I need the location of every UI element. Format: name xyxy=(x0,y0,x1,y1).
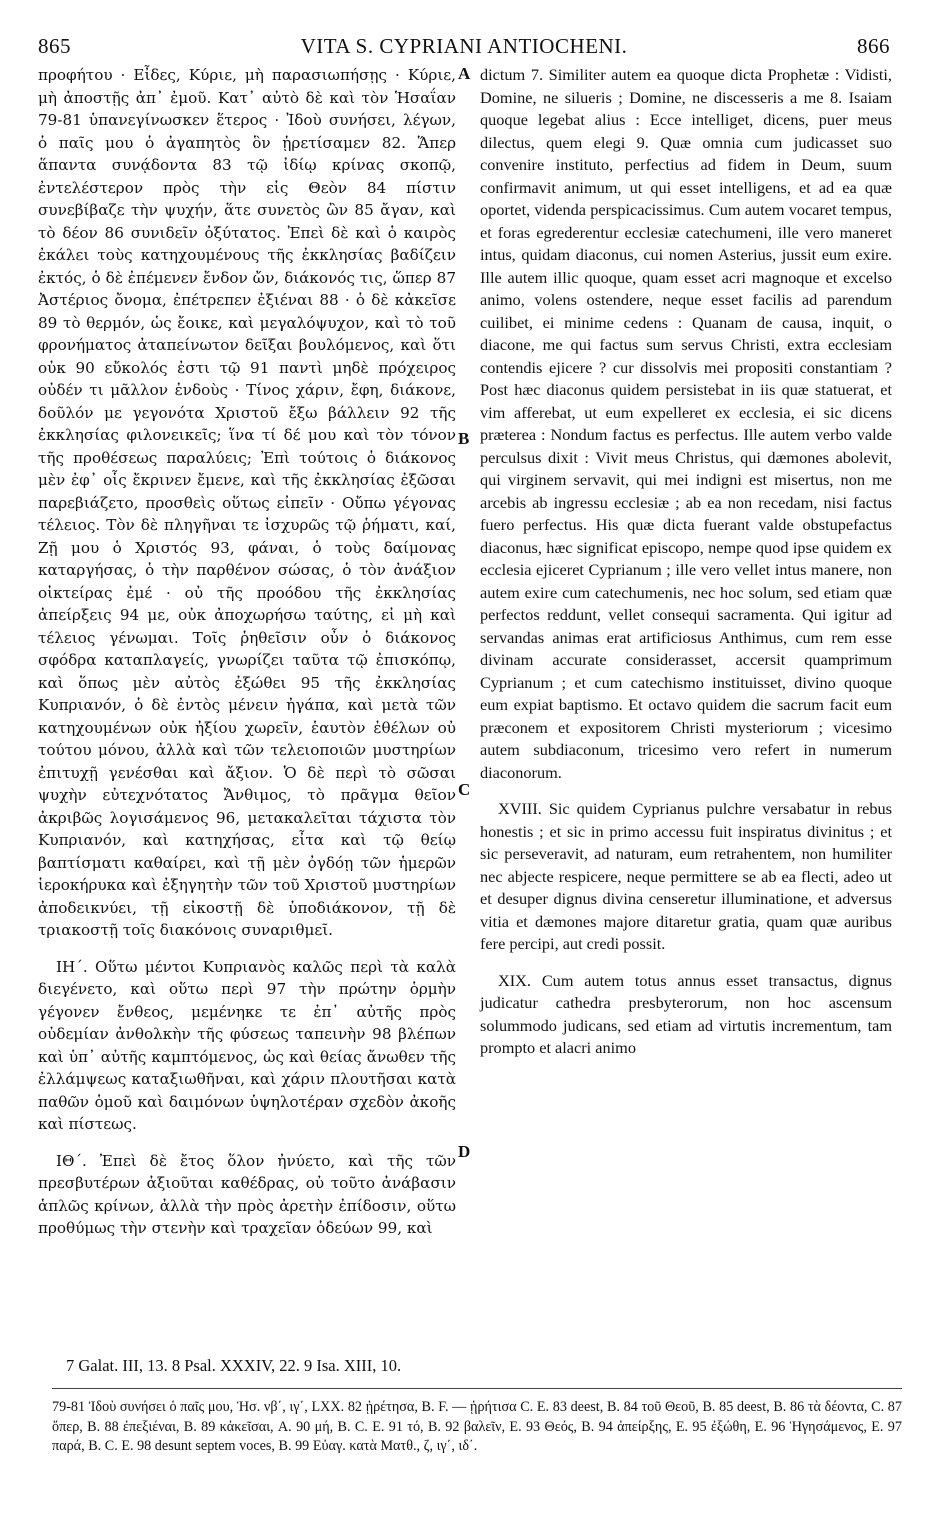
margin-letter-b: B xyxy=(458,429,470,448)
greek-column xyxy=(38,64,456,1254)
greek-paragraph-18: ΙΗ΄. Οὕτω μέντοι Κυπριανὸς καλῶς περὶ τὰ καλὰ διεγένετο, καὶ οὕτω περὶ 97 τὴν πρώτην ὁρμὴν γέγονεν ἔνθεος, μεμένηκε τε ἐπ᾽ αὐτῆς πρὸς οὐδεμίαν ἀνθολκὴν τῆς φύσεως ταπεινὴν 98 βλέπων καὶ ὑπ᾽ αὐτῆς καμπτόμενος, ὡς καὶ θείας ἄνωθεν τῆς ἐλλάμψεως καταξιωθῆναι, καὶ χάριν πλουτῆσαι κατὰ παθῶν ὁμοῦ καὶ δαιμόνων ὑψηλοτέραν σχεδὸν ἀκοῆς καὶ πίστεως. xyxy=(38,957,456,1133)
scripture-footnotes: 7 Galat. III, 13. 8 Psal. XXXIV, 22. 9 Isa. XIII, 10. xyxy=(66,1356,402,1375)
latin-paragraph-18: XVIII. Sic quidem Cyprianus pulchre versabatur in rebus honestis ; et sic in primo accessu fuit inspiratus divinitus ; et sic perseveravit, ad naturam, eum retrahentem, non humiliter nec abjecte respicere, neque permittere se ab ea flecti, adeo ut et desuper dignus divina censeretur illuminatione, et adversus vitia et dæmones majore ditaretur gratia, quam quæ auribus fere percipi, aut credi possit. xyxy=(480,799,892,953)
margin-letter-c: C xyxy=(458,780,471,799)
running-title: VITA S. CYPRIANI ANTIOCHENI. xyxy=(300,34,628,58)
latin-paragraph-1: dictum 7. Similiter autem ea quoque dicta Prophetæ : Vidisti, Domine, ne silueris ; Domine, ne discesseris a me 8. Isaiam quoque legebat alius : Ecce intelliget, dicens, puer meus dilectus, quem elegi 9. Quæ omnia cum judicasset suo convenire instituto, perfectius ad fidem in Deum, suum confirmavit animum, ut qui esset intelligens, et ad ea quæ oportet, videnda perspicacissimus. Cum autem vocaret tempus, et foras egrederentur ecclesiæ catechumeni, ille vero maneret intus, quidam diaconus, cui nomen Asterius, jussit eum exire. Ille autem illic quoque, quam esset acri magnoque et excelso animo, volens ostendere, neque esset facilis ad parendum cuilibet, ei minime cedens : Quanam de causa, inquit, o diacone, me qui factus sum servus Christi, extra ecclesiam contendis ejicere ? cur dissolvis mei propositi constantiam ? Post hæc diaconus quidem persistebat in iis quæ statuerat, et vim afferebat, ut eum expelleret ex ecclesia, ei sic dicens præterea : Nondum factus es perfectus. Ille autem verbo valde perculsus dixit : Vivit meus Christus, qui dæmones abolevit, qui virginem servavit, qui mei indigni est misertus, non me arcebis ab ingressu ecclesiæ ; ab ea non recedam, nisi factus fuero perfectus. His quæ dicta fuerant valde obstupefactus diaconus, hæc significat episcopo, nempe quod ipse quidem ex ecclesia ejiceret Cyprianum ; ille vero vellet intus manere, non autem exire cum catechumenis, nec hoc solum, sed etiam quæ perfectos reddunt, vellet consequi sacramenta. Qui igitur ad servandas animas erat artificiosus Anthimus, cum rem esse divinam accurate considerasset, accersit quamprimum Cyprianum ; et cum catechismo instituisset, divino quoque eum expiat baptismo. Et octavo quidem die sacrum facit eum præconem et expositorem Christi mysteriorum ; vicesimo autem subdiaconum, tricesimo vero refert in numerum diaconorum. xyxy=(480,65,892,782)
running-header xyxy=(38,34,890,64)
latin-paragraph-19: XIX. Cum autem totus annus esset transactus, dignus judicatur cathedra presbyterorum, non hoc ascensum solummodo judicans, sed etiam ad virtutis incrementum, tam prompto et alacri animo xyxy=(480,970,892,1057)
margin-letter-d: D xyxy=(458,1142,471,1161)
greek-paragraph-19: ΙΘ΄. Ἐπεὶ δὲ ἔτος ὅλον ἠνύετο, καὶ τῆς τῶν πρεσβυτέρων ἀξιοῦται καθέδρας, οὐ τοῦτο ἀνάβασιν ἁπλῶς κρίνων, ἀλλὰ τὴν πρὸς ἀρετὴν ἐπίδοσιν, οὕτω προθύμως τὴν στενὴν καὶ τραχεῖαν ὁδεύων 99, καὶ xyxy=(38,1151,456,1237)
variant-footnotes: 79-81 Ἰδοὺ συνήσει ὁ παῖς μου, Ἡσ. νβ΄, ιγ΄, LXX. 82 ᾑρέτησα, B. F. — ᾑρήτισα C. E. 83 deest, B. 84 τοῦ Θεοῦ, B. 85 deest, B. 86 τὰ δέοντα, C. 87 ὅπερ, B. 88 ἐπεξιέναι, B. 89 κἀκεῖσαι, A. 90 μή, B. C. E. 91 τό, B. 92 βαλεῖν, E. 93 Θεός, B. 94 ἀπείρξης, E. 95 ἐξώθη, E. 96 Ἡγησάμενος, E. 97 παρά, B. C. E. 98 desunt septem voces, B. 99 Εὐαγ. κατὰ Ματθ., ζ, ιγ΄, ιδ΄. xyxy=(52,1399,902,1454)
page-number-right: 866 xyxy=(857,34,890,58)
greek-paragraph-1: προφήτου · Εἶδες, Κύριε, μὴ παρασιωπήσῃς · Κύριε, μὴ ἀποστῇς ἀπ᾽ ἐμοῦ. Κατ᾽ αὐτὸ δὲ καὶ τὸν Ἡσαΐαν 79-81 ὑπανεγίνωσκεν ἕτερος · Ἰδοὺ συνήσει, λέγων, ὁ παῖς μου ὁ ἀγαπητὸς ὃν ᾑρετίσαμεν 82. Ἅπερ ἅπαντα συνᾴδοντα 83 τῷ ἰδίῳ κρίνας σκοπῷ, ἐντελέστερον πρὸς τὴν εἰς Θεὸν 84 πίστιν συνεβίβαζε τὴν ψυχήν, ἅτε συνετὸς ὢν 85 ἄγαν, καὶ τὸ δέον 86 συνιδεῖν ὀξύτατος. Ἐπεὶ δὲ καὶ ὁ καιρὸς ἐκάλει τοὺς κατηχουμένους τῆς ἐκκλησίας βαδίζειν ἐκτός, ὁ δὲ ἐπέμενεν ἔνδον ὤν, διάκονός τις, ὥπερ 87 Ἀστέριος ὄνομα, ἐπέτρεπεν ἐξιέναι 88 · ὁ δὲ κἀκεῖσε 89 τὸ θερμόν, ὡς ἔοικε, καὶ μεγαλόψυχον, καὶ τὸ τοῦ φρονήματος ἀταπείνωτον δεῖξαι βουλόμενος, καὶ ὅτι οὐκ 90 εὔκολός ἐστι τῷ 91 παντὶ μηδὲ πρόχειρος οὐδέν τι μᾶλλον ἐνδοὺς · Τίνος χάριν, ἔφη, διάκονε, δοῦλόν με γεγονότα Χριστοῦ ἔξω βάλλειν 92 τῆς ἐκκλησίας φιλονεικεῖς; ἵνα τί δέ μου καὶ τὸν τόνον τῆς προθέσεως παραλύεις; Ἐπὶ τούτοις ὁ διάκονος μὲν ἐφ᾽ οἷς ἔκρινεν ἔμενε, καὶ τῆς ἐκκλησίας ἐξῶσαι παρεβιάζετο, προσθεὶς οὕτως εἰπεῖν · Οὔπω γέγονας τέλειος. Τὸν δὲ πληγῆναι τε ἰσχυρῶς τῷ ῥήματι, καί, Ζῇ μου ὁ Χριστός 93, φάναι, ὁ τοὺς δαίμονας καταργήσας, ὁ τὴν παρθένον σώσας, ὁ τὸν ἀνάξιον οἰκτείρας ἐμέ · οὐ τῆς προόδου τῆς ἐκκλησίας ἀπείρξεις 94 με, οὐκ ἀποχωρήσω ταύτης, εἰ μὴ καὶ τέλειος γένωμαι. Τοῖς ῥηθεῖσιν οὖν ὁ διάκονος σφόδρα καταπλαγείς, γνωρίζει ταῦτα τῷ ἐπισκόπῳ, καὶ ὅπως μὲν αὐτὸς ἐξώθει 95 τῆς ἐκκλησίας Κυπριανόν, ὁ δὲ ἐντὸς μένειν ἠγάπα, καὶ μετὰ τῶν κατηχουμένων οὐκ ἠξίου χωρεῖν, ἑαυτὸν ἐθέλων οὐ τούτου μόνου, ἀλλὰ καὶ τῶν τελειοποιῶν μυστηρίων ἐπιτυχῇ γενέσθαι καὶ ἄξιον. Ὁ δὲ περὶ τὸ σῶσαι ψυχὴν εὐτεχνότατος Ἄνθιμος, τὸ πρᾶγμα θεῖον ἀκριβῶς λογισάμενος 96, μετακαλεῖται τάχιστα τὸν Κυπριανόν, καὶ κατηχήσας, εἶτα καὶ τῷ θείῳ βαπτίσματι καθαίρει, καὶ τῇ μὲν ὀγδόῃ τῶν ἡμερῶν ἱεροκήρυκα καὶ ἐξηγητὴν τῶν τοῦ Χριστοῦ μυστηρίων ἀποδεικνύει, τῇ εἰκοστῇ δὲ ὑποδιάκονον, τῇ δὲ τριακοστῇ τοῖς διακόνοις συναριθμεῖ. xyxy=(38,66,456,939)
page-number-left: 865 xyxy=(38,34,71,58)
margin-letter-a: A xyxy=(458,64,471,83)
latin-column xyxy=(480,64,892,1074)
footnote-rule xyxy=(52,1388,902,1389)
